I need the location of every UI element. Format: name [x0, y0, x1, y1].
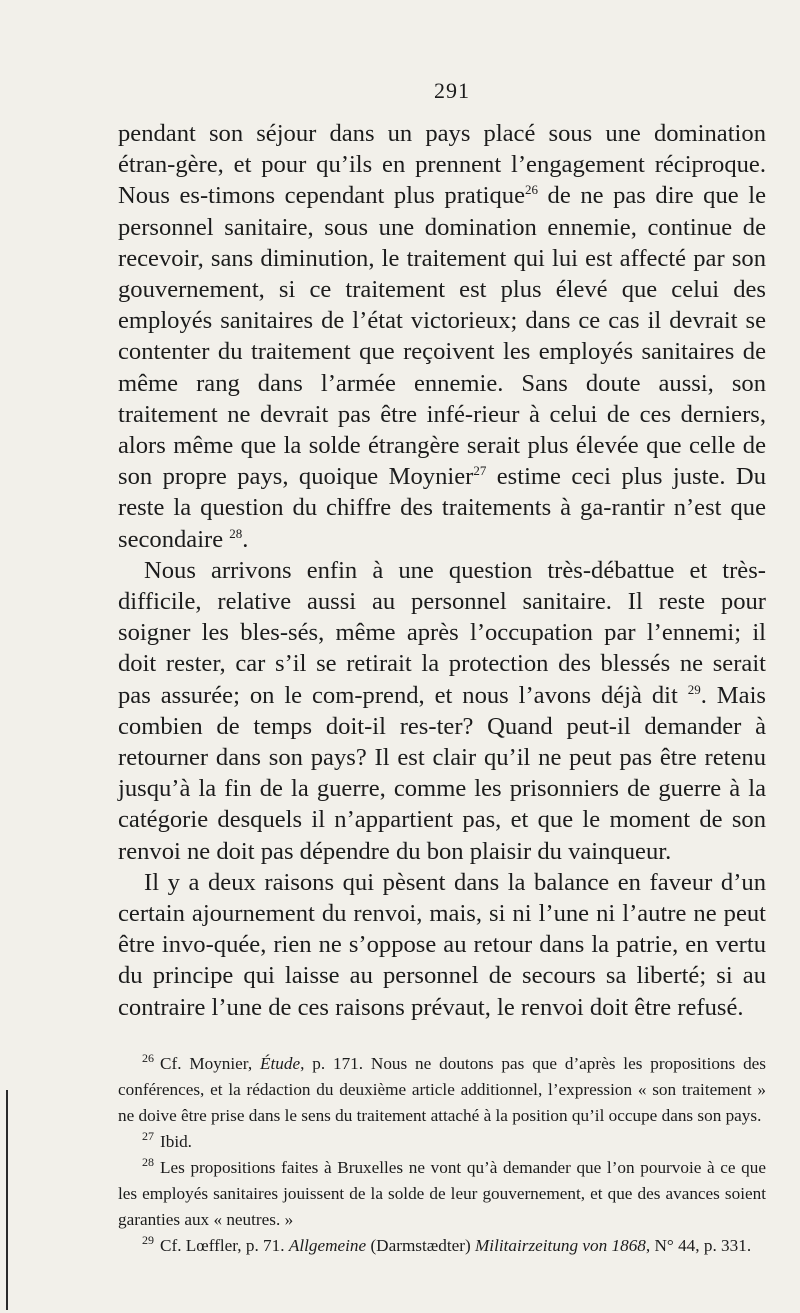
footnote-reference[interactable]: 29 — [687, 681, 701, 697]
footnote-number: 28 — [142, 1155, 154, 1170]
paragraph — [118, 118, 766, 555]
footnote-reference[interactable]: 27 — [473, 463, 487, 479]
italic-title: Allgemeine — [288, 1235, 367, 1255]
text-run: (Darmstædter) — [366, 1235, 475, 1255]
footnote — [118, 1051, 766, 1129]
footnote — [118, 1233, 766, 1259]
footnote-number: 26 — [142, 1051, 154, 1066]
body-text — [118, 118, 766, 1023]
footnote — [118, 1129, 766, 1155]
text-run: pendant son séjour dans un pays placé sous une domination étran-gère, et pour qu’ils en prennent l’engagement réciproque. Nous es-timons cependant plus pratique — [118, 120, 766, 210]
text-run: Cf. Lœffler, p. 71. — [160, 1235, 289, 1255]
text-run: de ne pas dire que le personnel sanitaire, sous une domination ennemie, continue de recevoir, sans diminution, le traitement qui lui est affecté par son gouvernement, si ce traitement est plus élevé que celui des employés sanitaires de l’état victorieux; dans ce cas il devrait se contenter du traitement que reçoivent les employés sanitaires de même rang dans l’armée ennemie. Sans doute aussi, son traitement ne devrait pas être infé-rieur à celui de ces derniers, alors même que la solde étrangère serait plus élevée que celle de son propre pays, quoique Moynier — [118, 182, 766, 491]
book-page — [118, 78, 766, 1259]
text-run: . Mais combien de temps doit-il res-ter? Quand peut-il demander à retourner dans son pays? Il est clair qu’il ne peut pas être retenu jusqu’à la fin de la guerre, comme les prisonniers de guerre à la catégorie desquels il n’appartient pas, et que le moment de son renvoi ne doit pas dépendre du bon plaisir du vainqueur. — [118, 681, 766, 865]
text-run: Cf. Moynier, — [160, 1053, 260, 1073]
text-run: Les propositions faites à Bruxelles ne vont qu’à demander que l’on pourvoie à ce que les employés sanitaires jouissent de la solde de leur gouvernement, et que des avances soient garanties aux « neutres. » — [118, 1157, 766, 1229]
footnote-number: 27 — [142, 1129, 154, 1144]
text-run: estime ceci plus juste. Du reste la question du chiffre des traitements à ga-rantir n’est que secondaire — [118, 463, 766, 553]
text-run: Ibid. — [160, 1131, 192, 1151]
text-run: Il y a deux raisons qui pèsent dans la balance en faveur d’un certain ajournement du renvoi, mais, si ni l’une ni l’autre ne peut être invo-quée, rien ne s’oppose au retour dans la patrie, en vertu du principe qui laisse au personnel de secours sa liberté; si au contraire l’une de ces raisons prévaut, le renvoi doit être refusé. — [118, 868, 766, 1021]
text-run: , N° 44, p. 331. — [645, 1235, 752, 1255]
footnotes — [118, 1051, 766, 1259]
paragraph — [118, 867, 766, 1023]
italic-title: Militairzeitung von 1868 — [474, 1235, 646, 1255]
footnote — [118, 1155, 766, 1233]
text-run: Nous arrivons enfin à une question très-débattue et très-difficile, relative aussi au personnel sanitaire. Il reste pour soigner les bles-sés, même après l’occupation par l’ennemi; il doit rester, car s’il se retirait la protection des blessés ne serait pas assurée; on le com-prend, et nous l’avons déjà dit — [118, 556, 766, 709]
text-run: , p. 171. Nous ne doutons pas que d’après les propositions des conférences, et la rédaction du deuxième article additionnel, l’expression « son traitement » ne doive être prise dans le sens du traitement attaché à la position qu’il occupe dans son pays. — [118, 1053, 766, 1125]
page-edge-line — [6, 1090, 8, 1310]
footnote-number: 29 — [142, 1233, 154, 1248]
paragraph — [118, 555, 766, 867]
text-run: . — [242, 525, 249, 553]
page-number: 291 — [434, 78, 470, 103]
italic-title: Étude — [260, 1053, 301, 1073]
footnote-reference[interactable]: 28 — [229, 525, 243, 541]
footnote-reference[interactable]: 26 — [525, 182, 539, 198]
